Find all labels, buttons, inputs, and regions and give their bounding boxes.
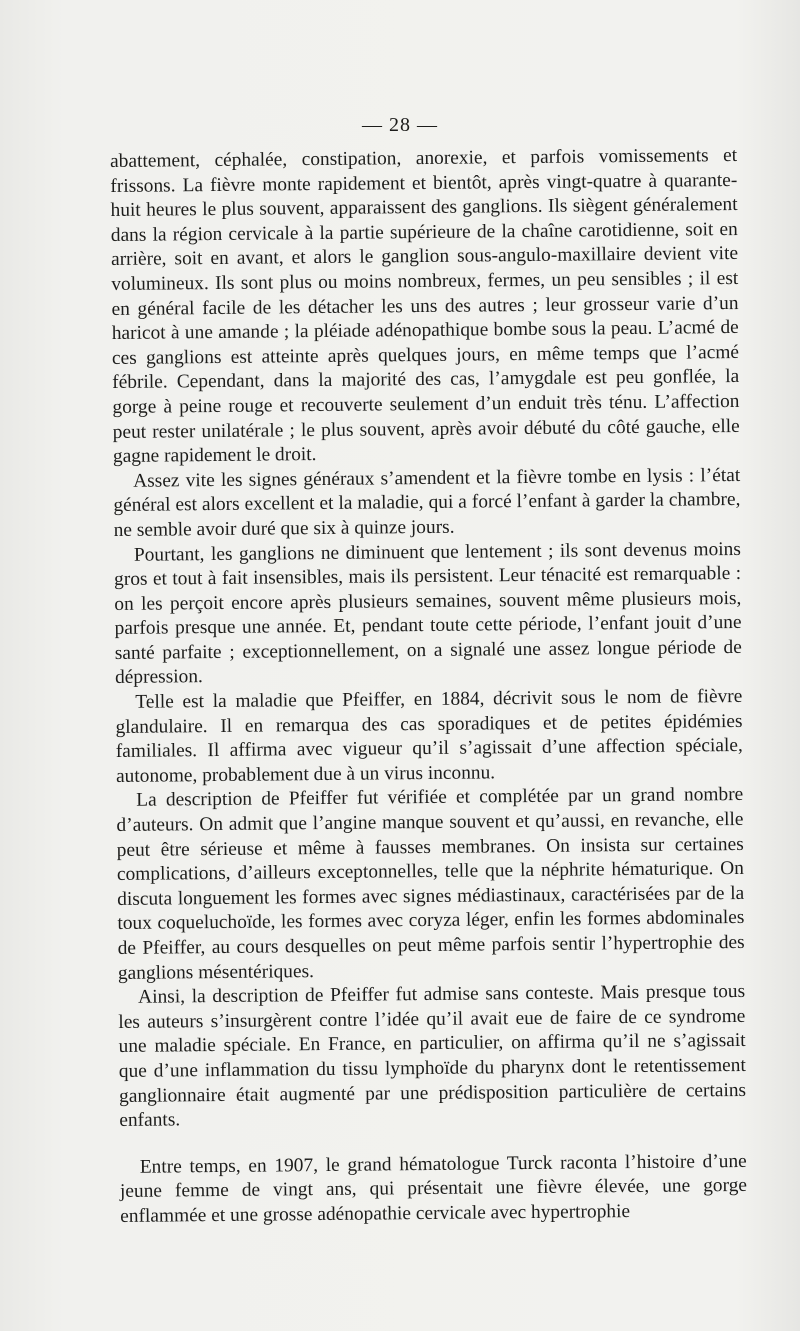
paragraph: Entre temps, en 1907, le grand hématologue Turck raconta l’histoire d’une jeune femme de vingt ans, qui présentait une fièvre élevée, une gorge enflammée et une grosse adénopathie cervicale avec hypertrophie xyxy=(119,1150,748,1227)
paragraph: Pourtant, les ganglions ne diminuent que lentement ; ils sont devenus moins gros et tout à fait insensibles, mais ils persistent. Leur ténacité est remarquable : on les perçoit encore après plusieurs semaines, souvent même plusieurs mois, parfois presque une année. Et, pendant toute cette période, l’enfant jouit d’une santé parfaite ; exceptionnellement, on a signalé une assez longue période de dépression. xyxy=(114,538,742,689)
page-number: — 28 — xyxy=(362,114,438,136)
paragraph: La description de Pfeiffer fut vérifiée et complétée par un grand nombre d’auteurs. On admit que l’angine manque souvent et qu’aussi, en revanche, elle peut être sérieuse et même à fausses membranes. On insista sur certaines complications, d’ailleurs exceptonnelles, telle que la néphrite hématurique. On discuta longuement les formes avec signes médiastinaux, caractérisées par de la toux coqueluchoïde, les formes avec coryza léger, enfin les formes abdominales de Pfeiffer, au cours desquelles on peut même parfois sentir l’hypertrophie des ganglions mésentériques. xyxy=(116,784,745,984)
paragraph: abattement, céphalée, constipation, anorexie, et parfois vomissements et frissons. La fièvre monte rapidement et bientôt, après vingt-quatre à quarante-huit heures le plus souvent, apparaissent des ganglions. Ils siègent généralement dans la région cervicale à la partie supérieure de la chaîne carotidienne, soit en arrière, soit en avant, et alors le ganglion sous-angulo-maxillaire devient vite volumineux. Ils sont plus ou moins nombreux, fermes, un peu sensibles ; il est en général facile de les détacher les uns des autres ; leur grosseur varie d’un haricot à une amande ; la pléiade adénopathique bombe sous la peau. L’acmé de ces ganglions est atteinte après quelques jours, en même temps que l’acmé fébrile. Cependant, dans la majorité des cas, l’amygdale est peu gonflée, la gorge à peine rouge et recouverte seulement d’un enduit très ténu. L’affection peut rester unilatérale ; le plus souvent, après avoir débuté du côté gauche, elle gagne rapidement le droit. xyxy=(110,144,740,468)
paragraph: Assez vite les signes généraux s’amendent et la fièvre tombe en lysis : l’état général est alors excellent et la maladie, qui a forcé l’enfant à garder la chambre, ne semble avoir duré que six à quinze jours. xyxy=(113,464,741,541)
paragraph: Ainsi, la description de Pfeiffer fut admise sans conteste. Mais presque tous les auteurs s’insurgèrent contre l’idée qu’il avait eue de faire de ce syndrome une maladie spéciale. En France, en particulier, on affirma qu’il ne s’agissait que d’une inflammation du tissu lymphoïde du pharynx dont le retentissement ganglionnaire était augmenté par une prédisposition particulière de certains enfants. xyxy=(118,981,747,1132)
paragraph: Telle est la maladie que Pfeiffer, en 1884, décrivit sous le nom de fièvre glandulaire. Il en remarqua des cas sporadiques et de petites épidémies familiales. Il affirma avec vigueur qu’il s’agissait d’une affection spéciale, autonome, probablement due à un virus inconnu. xyxy=(115,686,743,787)
body-text xyxy=(110,144,747,1230)
